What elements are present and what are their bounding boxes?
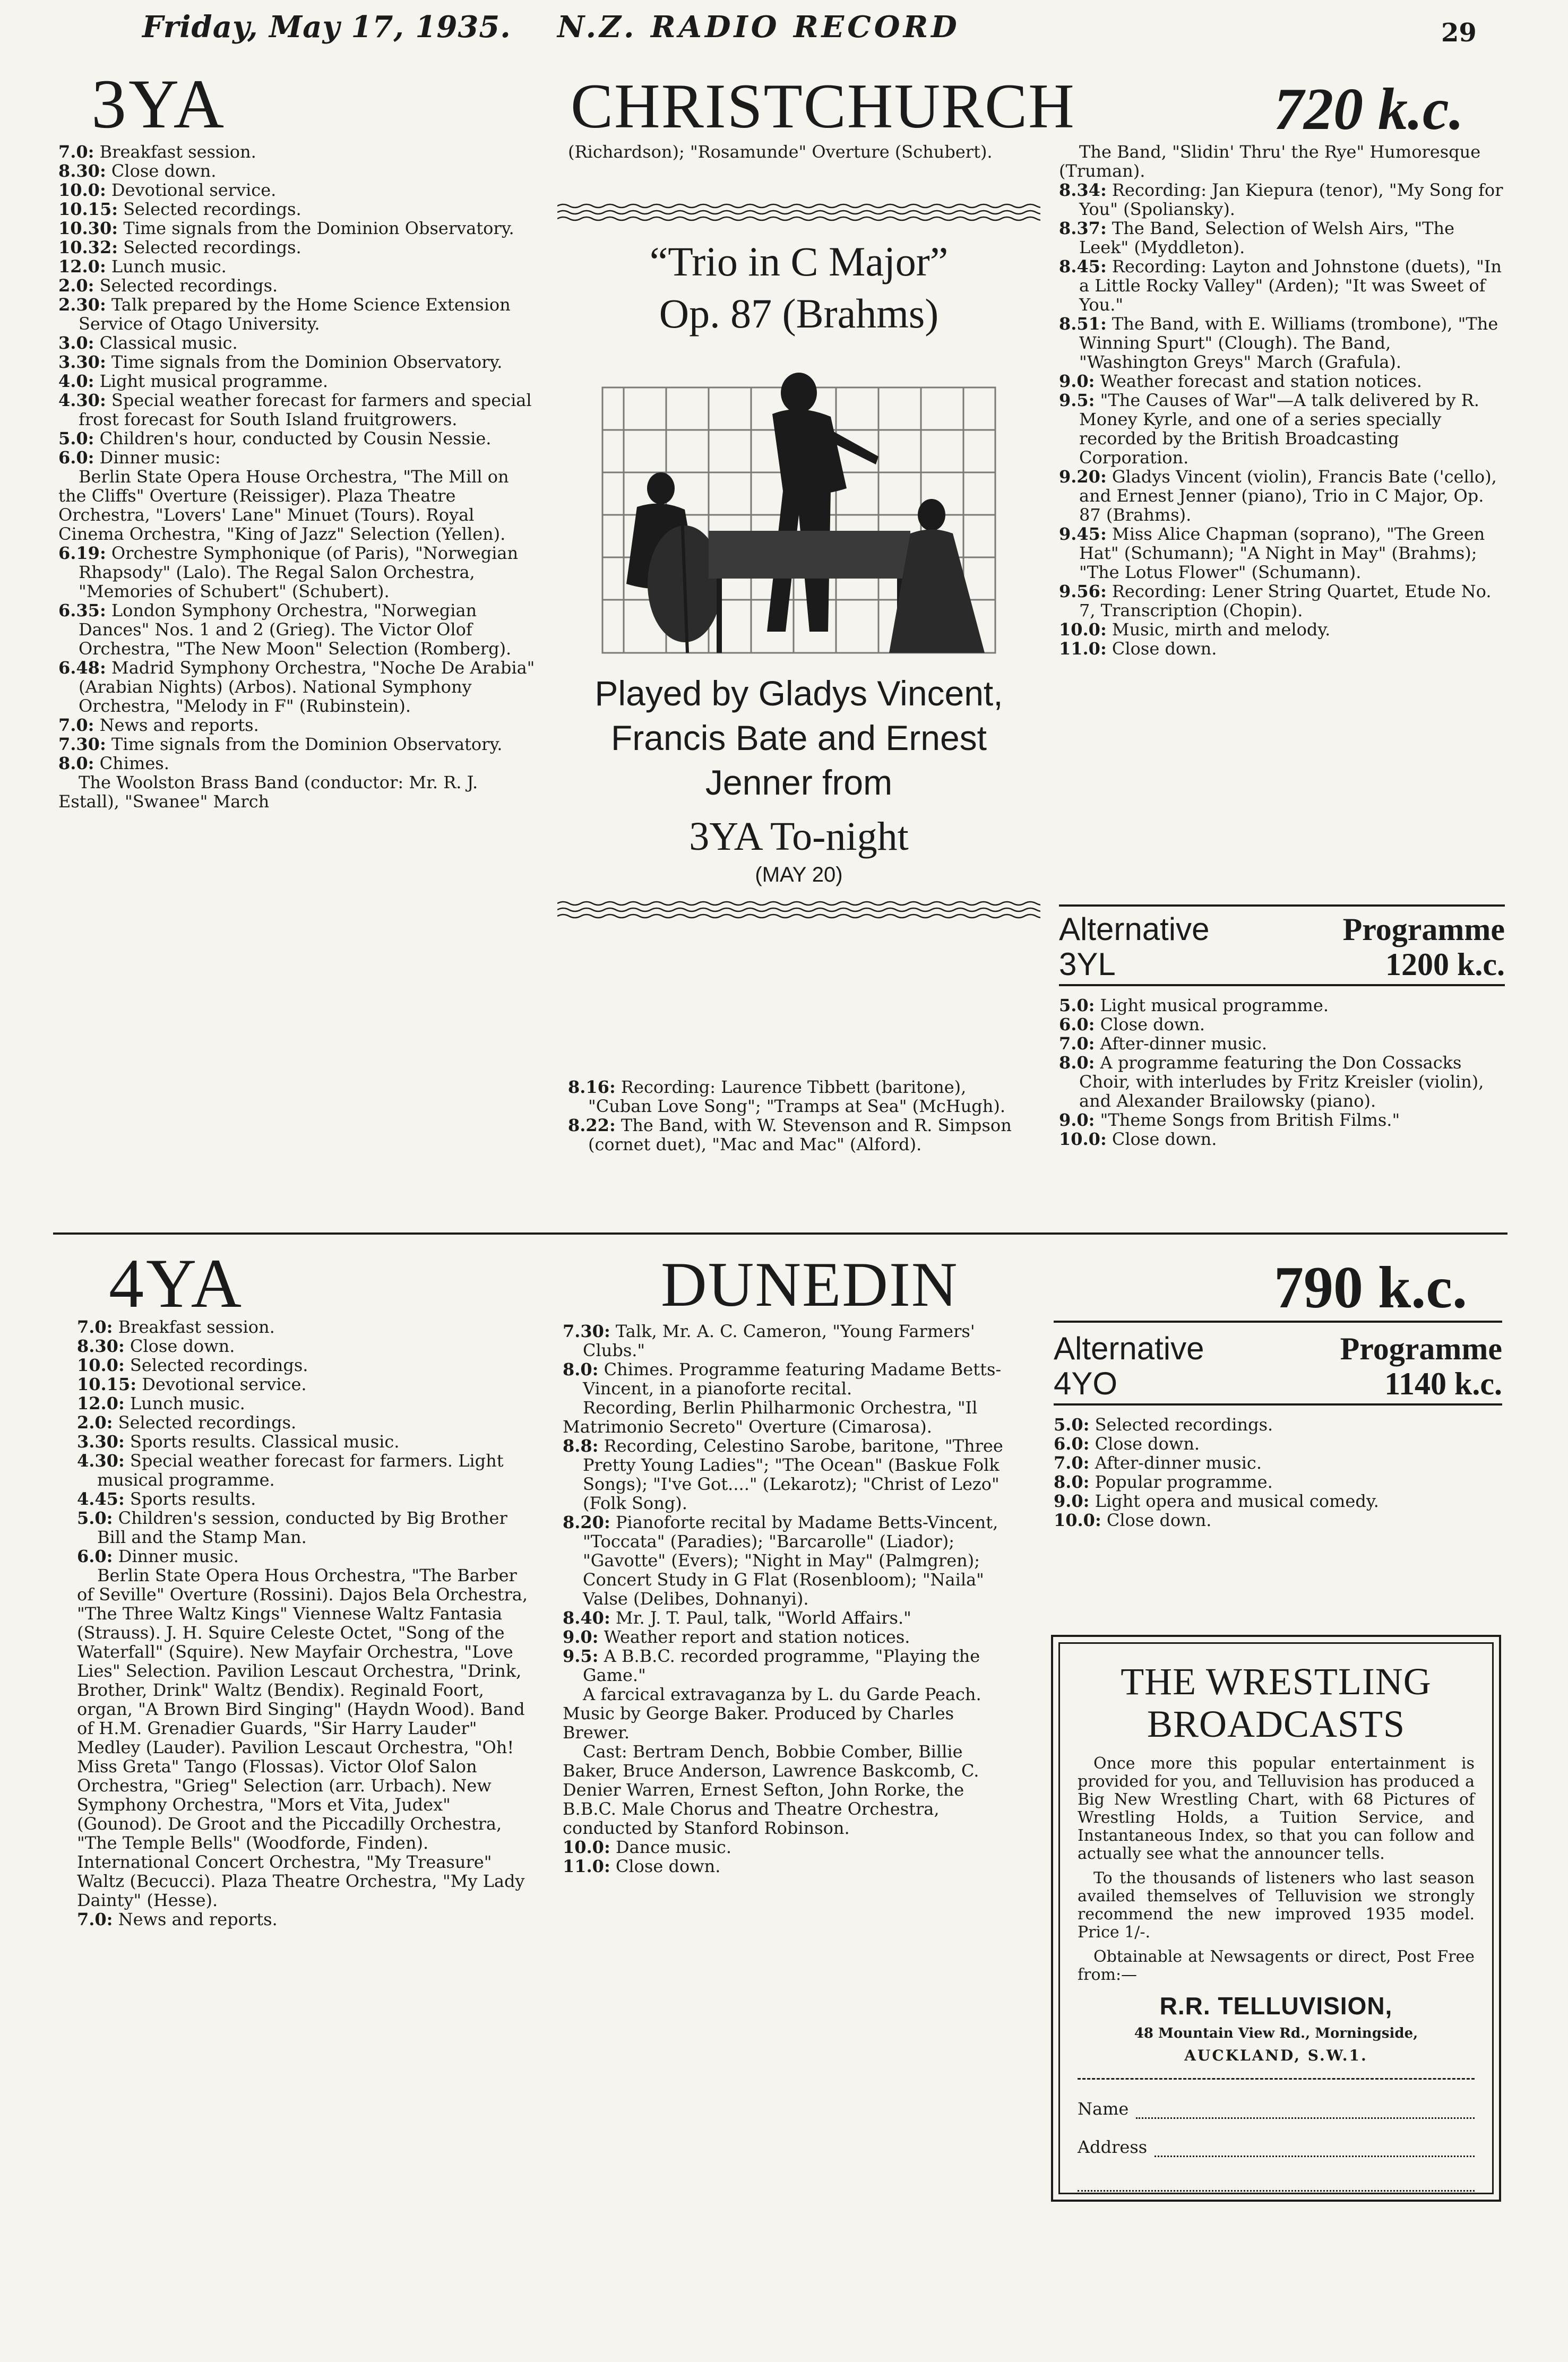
schedule-text: After-dinner music. — [1095, 1453, 1262, 1473]
schedule-time: 9.45: — [1059, 524, 1107, 544]
schedule-time: 5.0: — [58, 428, 94, 449]
schedule-time: 8.0: — [1054, 1472, 1090, 1492]
schedule-item — [77, 1451, 533, 1489]
schedule-time: 7.30: — [58, 734, 106, 754]
schedule-text: Devotional service. — [111, 180, 277, 200]
schedule-time: 8.16: — [568, 1077, 616, 1097]
feature-date: (MAY 20) — [755, 863, 843, 886]
schedule-text: The Band, "Slidin' Thru' the Rye" Humoresque (Truman). — [1059, 142, 1481, 181]
schedule-text: Children's hour, conducted by Cousin Nessie. — [99, 428, 492, 449]
schedule-item — [1059, 639, 1505, 658]
schedule-item — [1059, 142, 1505, 180]
advert-body — [1078, 1755, 1475, 1984]
schedule-item — [77, 1489, 533, 1508]
schedule-text: Music, mirth and melody. — [1112, 619, 1331, 640]
schedule-item — [568, 1116, 1035, 1154]
station-4ya-schedule-col1 — [77, 1317, 533, 1929]
schedule-item — [77, 1375, 533, 1394]
schedule-item — [58, 773, 536, 811]
schedule-text: Selected recordings. — [130, 1355, 308, 1375]
wavy-rule-bottom — [557, 899, 1040, 920]
schedule-item — [58, 448, 536, 467]
schedule-text: A B.B.C. recorded programme, "Playing the Game." — [583, 1646, 980, 1685]
schedule-item — [58, 276, 536, 295]
feature-title-line2: Op. 87 (Brahms) — [659, 290, 939, 337]
schedule-time: 9.0: — [1054, 1491, 1090, 1511]
schedule-time: 5.0: — [1054, 1415, 1090, 1435]
coupon-form — [1078, 2099, 1475, 2192]
station-4ya-city: DUNEDIN — [661, 1249, 959, 1320]
schedule-text: Weather report and station notices. — [604, 1627, 910, 1647]
alt-title-row — [1059, 912, 1505, 947]
coupon-name-label: Name — [1078, 2099, 1129, 2119]
station-4ya-frequency: 790 k.c. — [1274, 1255, 1467, 1321]
schedule-item — [77, 1508, 533, 1547]
schedule-item — [58, 735, 536, 754]
alt-title-right: Programme — [1342, 912, 1505, 947]
schedule-time: 5.0: — [1059, 995, 1095, 1015]
schedule-item — [563, 1857, 1019, 1876]
schedule-text: London Symphony Orchestra, "Norwegian Dances" Nos. 1 and 2 (Grieg). The Victor Olof Orchestra, "The New Moon" Selection (Romberg). — [79, 600, 512, 659]
schedule-text: Light musical programme. — [99, 371, 328, 391]
schedule-text: Popular programme. — [1095, 1472, 1273, 1492]
schedule-time: 6.0: — [1059, 1014, 1095, 1035]
schedule-text: Recording, Celestino Sarobe, baritone, "Three Pretty Young Ladies"; "The Ocean" (Baskue Folk Songs); "I've Got...." (Lekarotz); "Christ of Lezo" (Folk Song). — [583, 1436, 1003, 1513]
schedule-text: Close down. — [1100, 1014, 1205, 1035]
schedule-item — [1059, 391, 1505, 467]
schedule-text: Dance music. — [615, 1837, 731, 1857]
schedule-text: Cast: Bertram Dench, Bobbie Comber, Billie Baker, Bruce Anderson, Lawrence Baskcomb, C. Denier Warren, Ernest Sefton, John Rorke, the B.B.C. Male Chorus and Theatre Orchestra, conducted by Stanford Robinson. — [563, 1742, 979, 1838]
schedule-time: 9.56: — [1059, 581, 1107, 601]
schedule-text: The Band, with E. Williams (trombone), "The Winning Spurt" (Clough). The Band, "Washington Greys" March (Grafula). — [1079, 314, 1498, 372]
schedule-text: Time signals from the Dominion Observatory. — [111, 352, 503, 372]
station-3ya-callsign: 3YA — [91, 65, 227, 143]
alt-station-row — [1059, 947, 1505, 982]
schedule-item — [58, 295, 536, 333]
schedule-item — [1059, 996, 1505, 1015]
schedule-item — [58, 161, 536, 180]
alt-title-left: Alternative — [1059, 911, 1210, 947]
schedule-text: Madrid Symphony Orchestra, "Noche De Arabia" (Arabian Nights) (Arbos). National Symphony Orchestra, "Melody in F" (Rubinstein). — [79, 658, 535, 716]
schedule-text: Close down. — [1112, 1129, 1217, 1149]
schedule-item — [58, 391, 536, 429]
schedule-item — [563, 1627, 1019, 1646]
schedule-time: 8.22: — [568, 1115, 616, 1135]
schedule-item — [58, 754, 536, 773]
station-3ya-schedule-col1 — [58, 142, 536, 811]
station-3ya-city: CHRISTCHURCH — [571, 71, 1075, 141]
advert-address-line2: AUCKLAND, S.W.1. — [1184, 2047, 1368, 2064]
schedule-time: 10.0: — [58, 180, 106, 200]
schedule-time: 4.45: — [77, 1489, 125, 1509]
schedule-item — [563, 1685, 1019, 1742]
schedule-text: Special weather forecast for farmers. Light musical programme. — [97, 1451, 504, 1490]
schedule-time: 8.30: — [77, 1336, 125, 1356]
schedule-time: 10.0: — [1059, 619, 1107, 640]
schedule-time: 10.32: — [58, 237, 118, 257]
schedule-time: 8.30: — [58, 161, 106, 181]
schedule-time: 9.20: — [1059, 467, 1107, 487]
schedule-time: 6.19: — [58, 543, 106, 563]
schedule-item — [1059, 1110, 1505, 1130]
schedule-item — [77, 1547, 533, 1566]
schedule-item — [563, 1513, 1019, 1608]
alternative-programme-3yl — [1059, 902, 1505, 1149]
schedule-item — [77, 1432, 533, 1451]
advert-title-line2: BROADCASTS — [1147, 1703, 1406, 1745]
coupon-address-field[interactable] — [1155, 2141, 1475, 2157]
schedule-item — [58, 219, 536, 238]
alt-3yl-schedule — [1059, 996, 1505, 1149]
schedule-time: 7.0: — [1054, 1453, 1090, 1473]
schedule-text: Talk prepared by the Home Science Extension Service of Otago University. — [79, 295, 511, 334]
schedule-text: Gladys Vincent (violin), Francis Bate ('cello), and Ernest Jenner (piano), Trio in C Major, Op. 87 (Brahms). — [1079, 467, 1497, 525]
schedule-text: Close down. — [1106, 1510, 1212, 1530]
feature-announcement — [557, 202, 1040, 1067]
schedule-item — [563, 1608, 1019, 1627]
schedule-item — [1059, 180, 1505, 219]
schedule-time: 6.48: — [58, 658, 106, 678]
schedule-time: 7.0: — [77, 1317, 113, 1337]
schedule-item — [58, 658, 536, 716]
schedule-item — [58, 429, 536, 448]
schedule-text: "Theme Songs from British Films." — [1100, 1110, 1400, 1130]
schedule-text: Selected recordings. — [118, 1412, 297, 1433]
schedule-text: Recording: Laurence Tibbett (baritone), "Cuban Love Song"; "Tramps at Sea" (McHugh). — [588, 1077, 1006, 1116]
schedule-item — [58, 601, 536, 658]
schedule-time: 9.0: — [1059, 371, 1095, 391]
schedule-time: 12.0: — [58, 256, 106, 277]
schedule-item — [58, 333, 536, 352]
schedule-item — [1059, 314, 1505, 372]
schedule-item — [58, 716, 536, 735]
schedule-time: 6.35: — [58, 600, 106, 620]
schedule-text: Recording: Lener String Quartet, Etude No. 7, Transcription (Chopin). — [1079, 581, 1492, 620]
schedule-item — [1059, 219, 1505, 257]
schedule-item — [1054, 1492, 1502, 1511]
schedule-text: Breakfast session. — [118, 1317, 275, 1337]
schedule-item — [1059, 1034, 1505, 1053]
publication-title: N.Z. RADIO RECORD — [557, 10, 960, 45]
schedule-text: Recording: Jan Kiepura (tenor), "My Song for You" (Spoliansky). — [1079, 180, 1503, 219]
station-3ya-schedule-col3 — [1059, 142, 1505, 658]
schedule-time: 7.30: — [563, 1321, 610, 1341]
schedule-time: 9.0: — [563, 1627, 599, 1647]
alt-title-left: Alternative — [1054, 1331, 1204, 1366]
coupon-cut-line — [1078, 2078, 1475, 2080]
schedule-text: After-dinner music. — [1100, 1033, 1267, 1054]
alt-callsign: 3YL — [1059, 946, 1116, 982]
schedule-item — [568, 1077, 1035, 1116]
schedule-text: "The Causes of War"—A talk delivered by R. Money Kyrle, and one of a series specially recorded by the British Broadcasting Corporation. — [1079, 390, 1479, 468]
schedule-item — [1059, 524, 1505, 582]
schedule-text: Breakfast session. — [99, 142, 256, 162]
advert-title — [1053, 1660, 1499, 1745]
advert-firm-name: R.R. TELLUVISION, — [1159, 1992, 1393, 2020]
schedule-item — [563, 1436, 1019, 1513]
schedule-item — [563, 1322, 1019, 1360]
page-header — [0, 0, 1568, 53]
schedule-text: Dinner music: — [99, 447, 221, 468]
schedule-time: 7.0: — [1059, 1033, 1095, 1054]
schedule-item — [77, 1566, 533, 1910]
schedule-text: Pianoforte recital by Madame Betts-Vincent, "Toccata" (Paradies); "Barcarolle" (Liador); "Gavotte" (Evers); "Night in May" (Palmgren); Concert Study in G Flat (Rosenbloom); "Naila" Valse (Delibes, Dohnanyi). — [583, 1512, 998, 1609]
schedule-item — [1059, 257, 1505, 314]
wrestling-broadcasts-advert — [1051, 1635, 1501, 2202]
schedule-text: Weather forecast and station notices. — [1100, 371, 1422, 391]
schedule-text: Lunch music. — [130, 1393, 245, 1413]
schedule-text: Light musical programme. — [1100, 995, 1329, 1015]
schedule-time: 8.20: — [563, 1512, 610, 1532]
wavy-rule-top — [557, 202, 1040, 223]
schedule-item — [563, 1398, 1019, 1436]
schedule-time: 6.0: — [77, 1546, 113, 1566]
station-3ya-schedule-col2-top — [568, 142, 1035, 161]
schedule-text: The Band, Selection of Welsh Airs, "The Leek" (Myddleton). — [1079, 218, 1455, 257]
schedule-item — [1059, 1053, 1505, 1110]
schedule-time: 6.0: — [58, 447, 94, 468]
feature-title — [557, 236, 1040, 340]
alt-frequency: 1140 k.c. — [1384, 1366, 1502, 1401]
schedule-text: News and reports. — [99, 715, 259, 735]
schedule-item — [77, 1317, 533, 1337]
schedule-time: 9.5: — [563, 1646, 599, 1666]
schedule-time: 10.30: — [58, 218, 118, 238]
schedule-time: 4.30: — [77, 1451, 125, 1471]
schedule-time: 3.30: — [77, 1432, 125, 1452]
schedule-text: Berlin State Opera Hous Orchestra, "The Barber of Seville" Overture (Rossini). Dajos Bela Orchestra, "The Three Waltz Kings" Viennese Waltz Fantasia (Strauss). J. H. Squire Celeste Octet, "Song of the Waterfall" (Squire). New Mayfair Orchestra, "Love Lies" Selection. Pavilion Lescaut Orchestra, "Drink, Brother, Drink" Waltz (Bendix). Reginald Foort, organ, "A Brown Bird Singing" (Haydn Wood). Band of H.M. Grenadier Guards, "Sir Harry Lauder" Medley (Lauder). Pavilion Lescaut Orchestra, "Oh! Miss Greta" Tango (Flossas). Victor Olof Salon Orchestra, "Grieg" Selection (arr. Urbach). New Symphony Orchestra, "Mors et Vita, Judex" (Gounod). De Groot and the Piccadilly Orchestra, "The Temple Bells" (Woodforde, Finden). International Concert Orchestra, "My Treasure" Waltz (Becucci). Plaza Theatre Orchestra, "My Lady Dainty" (Hesse). — [77, 1565, 528, 1910]
schedule-item — [58, 352, 536, 372]
alt-title-right: Programme — [1340, 1331, 1502, 1366]
schedule-item — [563, 1838, 1019, 1857]
schedule-item — [77, 1394, 533, 1413]
schedule-time: 6.0: — [1054, 1434, 1090, 1454]
schedule-time: 11.0: — [563, 1856, 610, 1876]
alt-callsign: 4YO — [1054, 1366, 1118, 1401]
schedule-item — [1059, 1015, 1505, 1034]
schedule-time: 12.0: — [77, 1393, 125, 1413]
schedule-text: Close down. — [1112, 639, 1217, 659]
page-number: 29 — [1441, 18, 1477, 48]
schedule-text: The Woolston Brass Band (conductor: Mr. R. J. Estall), "Swanee" March — [58, 772, 478, 812]
schedule-time: 8.40: — [563, 1608, 610, 1628]
schedule-item — [58, 257, 536, 276]
feature-station: 3YA To-night — [689, 814, 909, 859]
coupon-name-field[interactable] — [1136, 2102, 1475, 2119]
trio-musicians-illustration — [581, 356, 1016, 663]
schedule-time: 8.8: — [563, 1436, 599, 1456]
schedule-text: Close down. — [111, 161, 217, 181]
alt-4yo-schedule — [1054, 1415, 1502, 1530]
coupon-address-label: Address — [1078, 2137, 1148, 2157]
schedule-text: Selected recordings. — [99, 275, 278, 296]
alternative-programme-4yo — [1054, 1331, 1502, 1530]
schedule-text: Talk, Mr. A. C. Cameron, "Young Farmers' Clubs." — [583, 1321, 975, 1360]
schedule-item — [563, 1742, 1019, 1838]
frequency-underline — [1054, 1321, 1502, 1323]
schedule-item — [58, 180, 536, 200]
schedule-item — [58, 372, 536, 391]
schedule-time: 8.0: — [1059, 1053, 1095, 1073]
schedule-text: Dinner music. — [118, 1546, 239, 1566]
schedule-item — [1054, 1472, 1502, 1492]
schedule-text: Time signals from the Dominion Observatory. — [111, 734, 503, 754]
schedule-time: 2.0: — [58, 275, 94, 296]
schedule-time: 8.0: — [58, 753, 94, 773]
schedule-time: 9.0: — [1059, 1110, 1095, 1130]
schedule-time: 9.5: — [1059, 390, 1095, 410]
schedule-text: Time signals from the Dominion Observatory. — [123, 218, 514, 238]
schedule-time: 10.15: — [77, 1374, 137, 1394]
schedule-time: 11.0: — [1059, 639, 1107, 659]
schedule-item — [1059, 372, 1505, 391]
schedule-text: Selected recordings. — [123, 237, 301, 257]
schedule-time: 3.30: — [58, 352, 106, 372]
advert-title-line1: THE WRESTLING — [1121, 1660, 1432, 1703]
schedule-text: Special weather forecast for farmers and special frost forecast for South Island fruitgrowers. — [79, 390, 532, 429]
schedule-text: Selected recordings. — [123, 199, 301, 219]
schedule-item — [1059, 620, 1505, 639]
schedule-time: 4.0: — [58, 371, 94, 391]
schedule-item — [77, 1910, 533, 1929]
schedule-text: Chimes. Programme featuring Madame Betts-Vincent, in a pianoforte recital. — [583, 1359, 1002, 1399]
feature-title-line1: “Trio in C Major” — [649, 238, 949, 285]
alt-frequency: 1200 k.c. — [1385, 947, 1505, 982]
schedule-text: Classical music. — [99, 333, 238, 353]
schedule-text: Children's session, conducted by Big Brother Bill and the Stamp Man. — [97, 1508, 507, 1547]
schedule-time: 10.0: — [1059, 1129, 1107, 1149]
schedule-item — [1054, 1511, 1502, 1530]
schedule-time: 8.34: — [1059, 180, 1107, 200]
schedule-text: The Band, with W. Stevenson and R. Simpson (cornet duet), "Mac and Mac" (Alford). — [588, 1115, 1012, 1154]
schedule-text: Sports results. — [130, 1489, 256, 1509]
schedule-time: 7.0: — [58, 715, 94, 735]
schedule-time: 10.15: — [58, 199, 118, 219]
schedule-text: Miss Alice Chapman (soprano), "The Green Hat" (Schumann); "A Night in May" (Brahms); "The Lotus Flower" (Schumann). — [1079, 524, 1485, 582]
station-4ya-schedule-col2 — [563, 1322, 1019, 1876]
schedule-time: 8.51: — [1059, 314, 1107, 334]
schedule-time: 10.0: — [77, 1355, 125, 1375]
alt-title-row — [1054, 1331, 1502, 1366]
station-4ya-callsign: 4YA — [109, 1244, 244, 1322]
schedule-item — [58, 200, 536, 219]
schedule-text: Recording, Berlin Philharmonic Orchestra, "Il Matrimonio Secreto" Overture (Cimarosa). — [563, 1398, 978, 1437]
schedule-time: 3.0: — [58, 333, 94, 353]
advert-address-line1: 48 Mountain View Rd., Morningside, — [1134, 2025, 1418, 2041]
station-3ya-schedule-col2-bottom — [568, 1077, 1035, 1154]
schedule-item — [77, 1413, 533, 1432]
schedule-text: Berlin State Opera House Orchestra, "The Mill on the Cliffs" Overture (Reissiger). Plaza Theatre Orchestra, "Lovers' Lane" Minuet (Tours). Royal Cinema Orchestra, "King of Jazz" Selection (Yellen). — [58, 467, 509, 544]
schedule-text: Devotional service. — [142, 1374, 307, 1394]
schedule-time: 10.0: — [1054, 1510, 1101, 1530]
schedule-item — [1059, 1130, 1505, 1149]
schedule-text: Close down. — [615, 1856, 721, 1876]
schedule-text: Sports results. Classical music. — [130, 1432, 400, 1452]
schedule-text: Selected recordings. — [1095, 1415, 1273, 1435]
schedule-item — [58, 142, 536, 161]
schedule-time: 5.0: — [77, 1508, 113, 1528]
schedule-item — [58, 467, 536, 544]
schedule-text: Orchestre Symphonique (of Paris), "Norwegian Rhapsody" (Lalo). The Regal Salon Orchestra, "Memories of Schubert" (Schubert). — [79, 543, 519, 601]
schedule-time: 4.30: — [58, 390, 106, 410]
advert-paragraph: To the thousands of listeners who last season availed themselves of Telluvision we strongly recommend the new improved 1935 model. Price 1/-. — [1078, 1869, 1475, 1942]
schedule-item — [563, 1360, 1019, 1398]
schedule-time: 8.45: — [1059, 256, 1107, 277]
schedule-item: (Richardson); "Rosamunde" Overture (Schubert). — [568, 142, 993, 162]
schedule-text: Mr. J. T. Paul, talk, "World Affairs." — [615, 1608, 911, 1628]
schedule-item — [1059, 582, 1505, 620]
schedule-time: 7.0: — [77, 1909, 113, 1929]
schedule-text: Chimes. — [99, 753, 169, 773]
schedule-time: 2.0: — [77, 1412, 113, 1433]
schedule-item — [1054, 1434, 1502, 1453]
schedule-text: Light opera and musical comedy. — [1095, 1491, 1379, 1511]
schedule-time: 7.0: — [58, 142, 94, 162]
issue-date: Friday, May 17, 1935. — [142, 10, 511, 45]
schedule-text: Lunch music. — [111, 256, 227, 277]
schedule-item — [1059, 467, 1505, 524]
schedule-text: A farcical extravaganza by L. du Garde Peach. Music by George Baker. Produced by Charles Brewer. — [563, 1684, 981, 1743]
schedule-time: 2.30: — [58, 295, 106, 315]
station-3ya-frequency: 720 k.c. — [1274, 76, 1464, 142]
advert-paragraph: Once more this popular entertainment is provided for you, and Telluvision has produced a Big New Wrestling Chart, with 68 Pictures of Wrestling Holds, a Tuition Service, and Instantaneous Index, so that you can follow and actually see what the announcer tells. — [1078, 1754, 1475, 1863]
schedule-item — [77, 1337, 533, 1356]
schedule-item — [1054, 1415, 1502, 1434]
alt-station-row — [1054, 1366, 1502, 1401]
schedule-item — [77, 1356, 533, 1375]
schedule-text: News and reports. — [118, 1909, 278, 1929]
advert-paragraph: Obtainable at Newsagents or direct, Post Free from:— — [1078, 1947, 1475, 1984]
section-divider — [53, 1232, 1507, 1235]
schedule-text: Close down. — [130, 1336, 235, 1356]
schedule-item — [563, 1646, 1019, 1685]
schedule-item — [1054, 1453, 1502, 1472]
coupon-address-field-2[interactable] — [1078, 2175, 1475, 2192]
schedule-text: A programme featuring the Don Cossacks Choir, with interludes by Fritz Kreisler (violin), and Alexander Brailowsky (piano). — [1079, 1053, 1484, 1111]
schedule-text: Close down. — [1095, 1434, 1200, 1454]
feature-caption: Played by Gladys Vincent, Francis Bate and Ernest Jenner from — [595, 674, 1003, 802]
schedule-time: 10.0: — [563, 1837, 610, 1857]
schedule-time: 8.37: — [1059, 218, 1107, 238]
schedule-item — [58, 544, 536, 601]
schedule-time: 8.0: — [563, 1359, 599, 1380]
schedule-text: Recording: Layton and Johnstone (duets), "In a Little Rocky Valley" (Arden); "It was Sweet of You." — [1079, 256, 1502, 315]
schedule-item — [58, 238, 536, 257]
